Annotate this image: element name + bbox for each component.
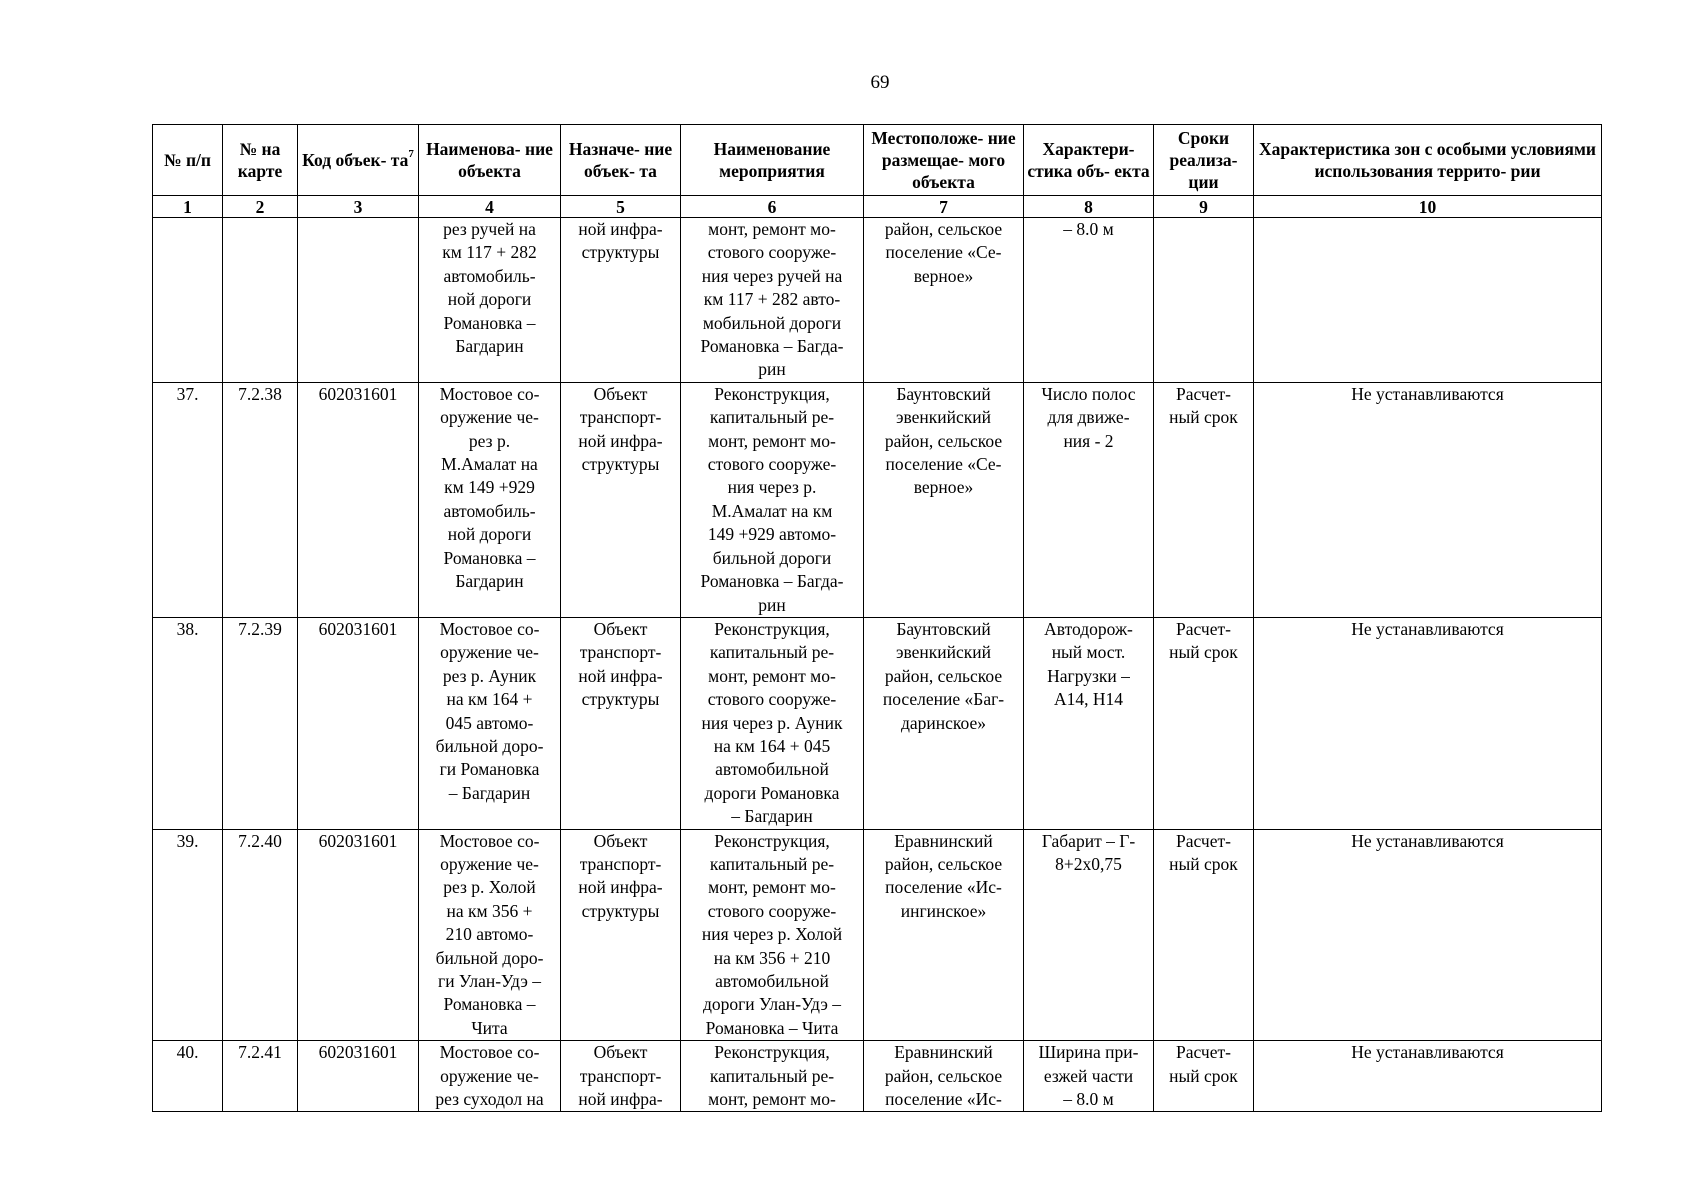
cell-characteristic: Ширина при- езжей части – 8.0 м — [1024, 1041, 1154, 1112]
cell-map-number — [223, 218, 298, 383]
cell-location: Баунтовский эвенкийский район, сельское поселение «Се- верное» — [864, 382, 1024, 617]
cell-object-code: 602031601 — [298, 382, 419, 617]
page-number: 69 — [870, 72, 890, 93]
cell-location: Еравнинский район, сельское поселение «Ис- ингинское» — [864, 829, 1024, 1041]
header-cell: Наименова- ние объекта — [419, 125, 561, 196]
header-cell: № на карте — [223, 125, 298, 196]
cell-map-number: 7.2.40 — [223, 829, 298, 1041]
column-number: 4 — [419, 196, 561, 218]
cell-object-purpose: ной инфра- структуры — [561, 218, 681, 383]
cell-object-name: рез ручей на км 117 + 282 автомобиль- ной дороги Романовка – Багдарин — [419, 218, 561, 383]
column-number: 7 — [864, 196, 1024, 218]
cell-zone-characteristic: Не устанавливаются — [1254, 382, 1602, 617]
cell-row-number: 39. — [153, 829, 223, 1041]
cell-location: Еравнинский район, сельское поселение «Ис- — [864, 1041, 1024, 1112]
column-number: 2 — [223, 196, 298, 218]
cell-measure-name: монт, ремонт мо- стового сооруже- ния через ручей на км 117 + 282 авто- мобильной дороги Романовка – Багда- рин — [681, 218, 864, 383]
cell-object-purpose: Объект транспорт- ной инфра- структуры — [561, 382, 681, 617]
cell-timeframe: Расчет- ный срок — [1154, 382, 1254, 617]
cell-map-number: 7.2.41 — [223, 1041, 298, 1112]
cell-object-purpose: Объект транспорт- ной инфра- структуры — [561, 829, 681, 1041]
cell-object-purpose: Объект транспорт- ной инфра- — [561, 1041, 681, 1112]
objects-table — [152, 124, 1602, 1112]
header-cell: Наименование мероприятия — [681, 125, 864, 196]
cell-zone-characteristic: Не устанавливаются — [1254, 1041, 1602, 1112]
header-cell: Сроки реализа- ции — [1154, 125, 1254, 196]
header-row — [153, 125, 1602, 196]
header-cell: Характеристика зон с особыми условиями использования террито- рии — [1254, 125, 1602, 196]
cell-object-code: 602031601 — [298, 617, 419, 829]
header-cell: Код объек- $та^7$ — [298, 125, 419, 196]
cell-object-name: Мостовое со- оружение че- рез р. Ауник на км 164 + 045 автомо- бильной доро- ги Романовка – Багдарин — [419, 617, 561, 829]
cell-map-number: 7.2.38 — [223, 382, 298, 617]
column-number: 6 — [681, 196, 864, 218]
column-number: 3 — [298, 196, 419, 218]
cell-object-name: Мостовое со- оружение че- рез р. М.Амалат на км 149 +929 автомобиль- ной дороги Романовка – Багдарин — [419, 382, 561, 617]
cell-measure-name: Реконструкция, капитальный ре- монт, ремонт мо- стового сооруже- ния через р. М.Амалат на км 149 +929 автомо- бильной дороги Романовка – Багда- рин — [681, 382, 864, 617]
table-row — [153, 218, 1602, 383]
cell-location: район, сельское поселение «Се- верное» — [864, 218, 1024, 383]
cell-row-number: 40. — [153, 1041, 223, 1112]
cell-row-number — [153, 218, 223, 383]
cell-row-number: 37. — [153, 382, 223, 617]
column-number: 5 — [561, 196, 681, 218]
cell-row-number: 38. — [153, 617, 223, 829]
table-row — [153, 617, 1602, 829]
cell-measure-name: Реконструкция, капитальный ре- монт, ремонт мо- — [681, 1041, 864, 1112]
cell-characteristic: Автодорож- ный мост. Нагрузки – А14, Н14 — [1024, 617, 1154, 829]
cell-object-code — [298, 218, 419, 383]
cell-characteristic: Число полос для движе- ния - 2 — [1024, 382, 1154, 617]
cell-zone-characteristic: Не устанавливаются — [1254, 617, 1602, 829]
cell-object-code: 602031601 — [298, 1041, 419, 1112]
table-row — [153, 829, 1602, 1041]
cell-zone-characteristic — [1254, 218, 1602, 383]
table-row — [153, 382, 1602, 617]
cell-zone-characteristic: Не устанавливаются — [1254, 829, 1602, 1041]
column-number: 10 — [1254, 196, 1602, 218]
header-cell: Местоположе- ние размещае- мого объекта — [864, 125, 1024, 196]
cell-characteristic: – 8.0 м — [1024, 218, 1154, 383]
cell-timeframe: Расчет- ный срок — [1154, 829, 1254, 1041]
cell-timeframe: Расчет- ный срок — [1154, 1041, 1254, 1112]
header-cell: Характери- стика объ- екта — [1024, 125, 1154, 196]
column-number: 8 — [1024, 196, 1154, 218]
table-row — [153, 1041, 1602, 1112]
header-cell: Назначе- ние объек- та — [561, 125, 681, 196]
header-cell: № п/п — [153, 125, 223, 196]
cell-characteristic: Габарит – Г- 8+2х0,75 — [1024, 829, 1154, 1041]
cell-timeframe: Расчет- ный срок — [1154, 617, 1254, 829]
cell-map-number: 7.2.39 — [223, 617, 298, 829]
cell-measure-name: Реконструкция, капитальный ре- монт, ремонт мо- стового сооруже- ния через р. Ауник на км 164 + 045 автомобильной дороги Романовка – Багдарин — [681, 617, 864, 829]
column-number-row — [153, 196, 1602, 218]
footnote-marker: 7 — [408, 148, 414, 161]
column-number: 1 — [153, 196, 223, 218]
cell-timeframe — [1154, 218, 1254, 383]
cell-location: Баунтовский эвенкийский район, сельское поселение «Баг- даринское» — [864, 617, 1024, 829]
cell-object-name: Мостовое со- оружение че- рез суходол на — [419, 1041, 561, 1112]
column-number: 9 — [1154, 196, 1254, 218]
cell-measure-name: Реконструкция, капитальный ре- монт, ремонт мо- стового сооруже- ния через р. Холой на км 356 + 210 автомобильной дороги Улан-Удэ – Романовка – Чита — [681, 829, 864, 1041]
cell-object-name: Мостовое со- оружение че- рез р. Холой на км 356 + 210 автомо- бильной доро- ги Улан-Удэ – Романовка – Чита — [419, 829, 561, 1041]
cell-object-code: 602031601 — [298, 829, 419, 1041]
cell-object-purpose: Объект транспорт- ной инфра- структуры — [561, 617, 681, 829]
